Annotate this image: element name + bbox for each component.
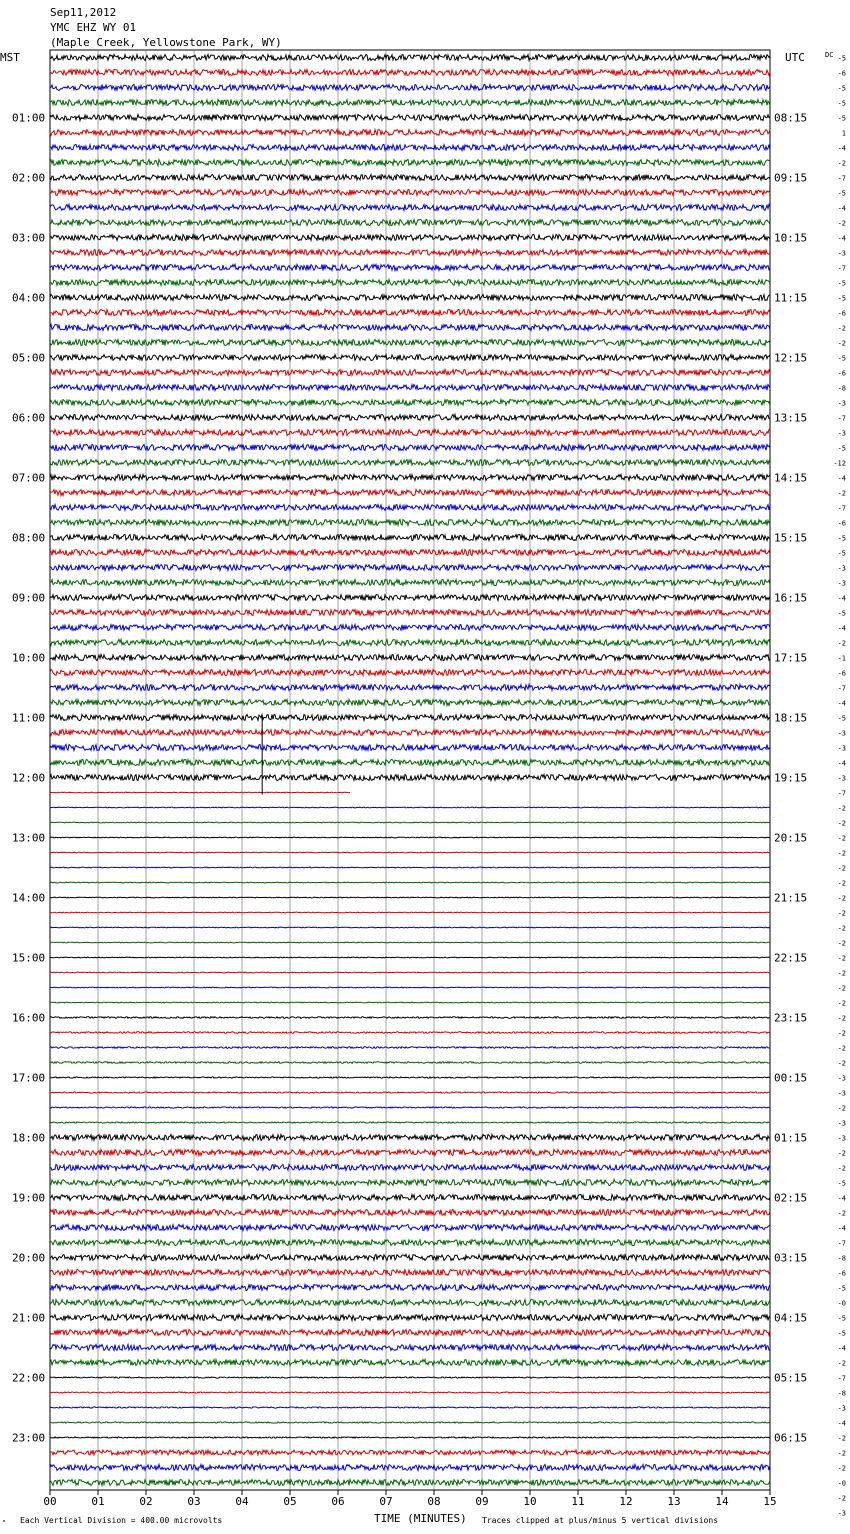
trace-row — [50, 1122, 770, 1123]
dc-offset-label: -6 — [837, 669, 846, 678]
dc-offset-label: -3 — [837, 429, 846, 438]
dc-offset-label: -8 — [837, 384, 846, 393]
trace-row — [50, 852, 770, 853]
trace-row — [50, 265, 770, 271]
right-axis-label: UTC — [785, 51, 805, 64]
dc-offset-label: -2 — [837, 1044, 846, 1053]
trace-group — [50, 55, 770, 1486]
trace-row — [50, 325, 770, 331]
dc-offset-label: -6 — [837, 1269, 846, 1278]
left-hour-label: 05:00 — [12, 351, 46, 365]
trace-row — [50, 115, 770, 121]
trace-row — [50, 55, 770, 61]
dc-offset-label: -5 — [837, 189, 846, 198]
trace-row — [50, 1315, 770, 1321]
left-hour-label: 18:00 — [12, 1131, 46, 1145]
dc-offset-label: -7 — [837, 414, 846, 423]
right-hour-label: 04:15 — [774, 1311, 808, 1325]
dc-offset-label: -2 — [837, 1104, 846, 1113]
left-hour-label: 12:00 — [12, 771, 46, 785]
right-hour-label: 10:15 — [774, 231, 808, 245]
left-hour-label: 08:00 — [12, 531, 46, 545]
trace-row — [50, 1407, 770, 1408]
trace-row — [50, 1392, 770, 1393]
trace-row — [50, 912, 770, 913]
dc-offset-label: -5 — [837, 609, 846, 618]
x-tick-label: 10 — [523, 1495, 537, 1508]
x-axis — [43, 1490, 776, 1508]
dc-offset-label: -2 — [837, 969, 846, 978]
left-hour-label: 02:00 — [12, 171, 46, 185]
trace-row — [50, 385, 770, 391]
trace-row — [50, 1345, 770, 1351]
dc-offset-label: -2 — [837, 1014, 846, 1023]
left-hour-label: 06:00 — [12, 411, 46, 425]
trace-row — [50, 1225, 770, 1231]
x-tick-label: 12 — [619, 1495, 633, 1508]
x-tick-label: 02 — [139, 1495, 153, 1508]
dc-label: DC — [825, 51, 834, 59]
left-hour-label: 01:00 — [12, 111, 46, 125]
dc-offset-label: -0 — [837, 1479, 846, 1488]
dc-offset-label: -2 — [837, 1494, 846, 1503]
dc-offset-label: -5 — [837, 54, 846, 63]
dc-offset-label: -3 — [837, 1404, 846, 1413]
dc-offset-label: -2 — [837, 819, 846, 828]
dc-offset-label: -2 — [837, 1029, 846, 1038]
x-tick-label: 09 — [475, 1495, 489, 1508]
trace-row — [50, 1150, 770, 1156]
trace-row — [50, 190, 770, 196]
trace-row — [50, 595, 770, 601]
trace-row — [50, 250, 770, 256]
dc-offset-label: -2 — [837, 219, 846, 228]
right-hour-label: 14:15 — [774, 471, 808, 485]
left-hour-label: 20:00 — [12, 1251, 46, 1265]
dc-offset-label: -3 — [837, 729, 846, 738]
dc-offset-label: -2 — [837, 999, 846, 1008]
x-tick-label: 13 — [667, 1495, 681, 1508]
trace-row — [50, 987, 770, 988]
dc-offset-label: -6 — [837, 519, 846, 528]
dc-offset-label: -5 — [837, 84, 846, 93]
x-tick-label: 07 — [379, 1495, 393, 1508]
left-hour-label: 14:00 — [12, 891, 46, 905]
trace-row — [50, 1255, 770, 1261]
left-hour-label: 17:00 — [12, 1071, 46, 1085]
trace-row — [50, 1135, 770, 1141]
trace-row — [50, 295, 770, 301]
trace-row — [50, 1300, 770, 1306]
dc-offset-label: -5 — [837, 534, 846, 543]
footer-scale-note: Each Vertical Division = 400.00 microvolts — [20, 1516, 223, 1525]
right-hour-label: 09:15 — [774, 171, 808, 185]
trace-row — [50, 130, 770, 136]
right-hour-label: 23:15 — [774, 1011, 808, 1025]
trace-row — [50, 85, 770, 91]
trace-row — [50, 310, 770, 316]
dc-offset-label: -12 — [833, 459, 846, 468]
dc-offset-label: -7 — [837, 1239, 846, 1248]
trace-row — [50, 220, 770, 226]
dc-offset-label: -5 — [837, 1314, 846, 1323]
trace-row — [50, 535, 770, 541]
dc-offset-label: -7 — [837, 1374, 846, 1383]
dc-offset-label: -2 — [837, 159, 846, 168]
dc-offset-label: -4 — [837, 474, 846, 483]
dc-offset-label: -2 — [837, 864, 846, 873]
left-hour-label: 16:00 — [12, 1011, 46, 1025]
trace-row — [50, 160, 770, 166]
dc-offset-label: -2 — [837, 924, 846, 933]
left-hour-labels — [12, 112, 45, 1445]
trace-row — [50, 1062, 770, 1064]
trace-row — [50, 1002, 770, 1003]
trace-row — [50, 1377, 770, 1378]
x-tick-label: 08 — [427, 1495, 441, 1508]
dc-offset-label: -4 — [837, 1344, 846, 1353]
right-hour-label: 18:15 — [774, 711, 808, 725]
dc-offset-label: -7 — [837, 264, 846, 273]
trace-row — [50, 1092, 770, 1093]
trace-row — [50, 670, 770, 676]
dc-offset-label: -2 — [837, 879, 846, 888]
dc-offset-label: -3 — [837, 1509, 846, 1518]
trace-row — [50, 897, 770, 898]
dc-offset-label: -2 — [837, 1059, 846, 1068]
trace-row — [50, 370, 770, 376]
right-hour-label: 16:15 — [774, 591, 808, 605]
right-hour-label: 11:15 — [774, 291, 808, 305]
dc-offset-label: -2 — [837, 909, 846, 918]
right-hour-label: 06:15 — [774, 1431, 808, 1445]
trace-row — [50, 475, 770, 481]
dc-offset-label: -3 — [837, 1089, 846, 1098]
trace-row — [50, 760, 770, 766]
left-hour-label: 23:00 — [12, 1431, 46, 1445]
trace-row — [50, 235, 770, 241]
trace-row — [50, 1047, 770, 1049]
left-hour-label: 03:00 — [12, 231, 46, 245]
dc-offset-label: -7 — [837, 504, 846, 513]
trace-row — [50, 1285, 770, 1291]
trace-row — [50, 867, 770, 868]
dc-offset-label: -5 — [837, 99, 846, 108]
right-hour-label: 08:15 — [774, 111, 808, 125]
dc-offset-label: -4 — [837, 594, 846, 603]
dc-offset-label: -3 — [837, 744, 846, 753]
trace-row — [50, 957, 770, 958]
trace-row — [50, 700, 770, 706]
trace-row — [50, 745, 770, 751]
trace-row — [50, 655, 770, 661]
x-tick-label: 04 — [235, 1495, 249, 1508]
header-location: (Maple Creek, Yellowstone Park, WY) — [50, 36, 282, 49]
right-hour-label: 12:15 — [774, 351, 808, 365]
left-hour-label: 21:00 — [12, 1311, 46, 1325]
trace-row — [50, 1330, 770, 1336]
dc-offset-label: -4 — [837, 759, 846, 768]
right-hour-label: 19:15 — [774, 771, 808, 785]
dc-offset-label: -2 — [837, 1464, 846, 1473]
trace-row — [50, 415, 770, 421]
right-hour-label: 17:15 — [774, 651, 808, 665]
trace-row — [50, 70, 770, 76]
left-hour-label: 13:00 — [12, 831, 46, 845]
trace-row — [50, 1107, 770, 1108]
dc-offset-label: -4 — [837, 699, 846, 708]
header-date: Sep11,2012 — [50, 6, 117, 19]
trace-row — [50, 1450, 770, 1455]
dc-offset-labels — [833, 55, 846, 1518]
dc-offset-label: -2 — [837, 894, 846, 903]
footer-mark: " — [2, 1519, 7, 1527]
dc-offset-label: -7 — [837, 174, 846, 183]
right-hour-label: 00:15 — [774, 1071, 808, 1085]
trace-row — [50, 1165, 770, 1171]
dc-offset-label: -7 — [837, 684, 846, 693]
trace-row — [50, 580, 770, 586]
trace-row — [50, 1465, 770, 1471]
trace-row — [50, 550, 770, 556]
dc-offset-label: -3 — [837, 774, 846, 783]
trace-row — [50, 1032, 770, 1034]
dc-offset-label: -2 — [837, 984, 846, 993]
dc-offset-label: -4 — [837, 1224, 846, 1233]
dc-offset-label: -5 — [837, 354, 846, 363]
dc-offset-label: -1 — [837, 654, 846, 663]
dc-offset-label: -5 — [837, 1329, 846, 1338]
trace-row — [50, 1360, 770, 1366]
dc-offset-label: -3 — [837, 399, 846, 408]
trace-row — [50, 685, 770, 691]
left-axis-label: MST — [0, 51, 20, 64]
dc-offset-label: -4 — [837, 144, 846, 153]
trace-row — [50, 565, 770, 571]
right-hour-label: 02:15 — [774, 1191, 808, 1205]
trace-row — [50, 1240, 770, 1246]
x-tick-label: 00 — [43, 1495, 57, 1508]
dc-offset-label: -2 — [837, 1149, 846, 1158]
left-hour-label: 22:00 — [12, 1371, 46, 1385]
trace-row — [50, 715, 770, 721]
dc-offset-label: -5 — [837, 444, 846, 453]
x-tick-label: 11 — [571, 1495, 585, 1508]
trace-row — [50, 1437, 770, 1438]
dc-offset-label: -0 — [837, 1299, 846, 1308]
dc-offset-label: -8 — [837, 1254, 846, 1263]
trace-row — [50, 445, 770, 451]
dc-offset-label: -3 — [837, 249, 846, 258]
left-hour-label: 15:00 — [12, 951, 46, 965]
trace-row — [50, 640, 770, 646]
dc-offset-label: -2 — [837, 1434, 846, 1443]
left-hour-label: 19:00 — [12, 1191, 46, 1205]
trace-row — [50, 822, 770, 823]
trace-row — [50, 355, 770, 361]
right-hour-label: 15:15 — [774, 531, 808, 545]
dc-offset-label: -4 — [837, 1419, 846, 1428]
dc-offset-label: -2 — [837, 954, 846, 963]
trace-row — [50, 730, 770, 736]
dc-offset-label: -2 — [837, 834, 846, 843]
dc-offset-label: -5 — [837, 294, 846, 303]
dc-offset-label: -3 — [837, 1074, 846, 1083]
trace-row — [50, 1077, 770, 1078]
dc-offset-label: -2 — [837, 804, 846, 813]
dc-offset-label: -2 — [837, 324, 846, 333]
trace-row — [50, 460, 770, 466]
dc-offset-label: 1 — [841, 129, 846, 138]
trace-row — [50, 792, 350, 793]
dc-offset-label: -6 — [837, 369, 846, 378]
dc-offset-label: -2 — [837, 339, 846, 348]
right-hour-labels — [774, 112, 807, 1445]
dc-offset-label: -3 — [837, 1134, 846, 1143]
trace-row — [50, 927, 770, 928]
dc-offset-label: -5 — [837, 1179, 846, 1188]
right-hour-label: 22:15 — [774, 951, 808, 965]
trace-row — [50, 972, 770, 973]
trace-row — [50, 807, 770, 808]
right-hour-label: 01:15 — [774, 1131, 808, 1145]
trace-row — [50, 205, 770, 211]
x-tick-label: 05 — [283, 1495, 297, 1508]
trace-row — [50, 1180, 770, 1186]
trace-row — [50, 520, 770, 526]
trace-row — [50, 1422, 770, 1423]
dc-offset-label: -6 — [837, 69, 846, 78]
dc-offset-label: -4 — [837, 204, 846, 213]
trace-row — [50, 340, 770, 346]
trace-row — [50, 1017, 770, 1019]
x-axis-title: TIME (MINUTES) — [374, 1512, 467, 1525]
trace-row — [50, 1480, 770, 1486]
dc-offset-label: -2 — [837, 849, 846, 858]
left-hour-label: 11:00 — [12, 711, 46, 725]
dc-offset-label: -5 — [837, 714, 846, 723]
dc-offset-label: -4 — [837, 1194, 846, 1203]
footer-clip-note: Traces clipped at plus/minus 5 vertical divisions — [482, 1516, 719, 1525]
x-tick-label: 06 — [331, 1495, 345, 1508]
dc-offset-label: -2 — [837, 489, 846, 498]
trace-row — [50, 505, 770, 511]
trace-row — [50, 280, 770, 286]
x-tick-label: 15 — [763, 1495, 777, 1508]
dc-offset-label: -2 — [837, 939, 846, 948]
dc-offset-label: -2 — [837, 1209, 846, 1218]
dc-offset-label: -3 — [837, 564, 846, 573]
trace-row — [50, 837, 770, 838]
trace-row — [50, 175, 770, 181]
trace-row — [50, 625, 770, 631]
right-hour-label: 21:15 — [774, 891, 808, 905]
left-hour-label: 07:00 — [12, 471, 46, 485]
right-hour-label: 20:15 — [774, 831, 808, 845]
trace-row — [50, 145, 770, 151]
dc-offset-label: -2 — [837, 1164, 846, 1173]
dc-offset-label: -3 — [837, 1119, 846, 1128]
dc-offset-label: -8 — [837, 1389, 846, 1398]
dc-offset-label: -4 — [837, 234, 846, 243]
dc-offset-label: -3 — [837, 579, 846, 588]
trace-row — [50, 490, 770, 496]
dc-offset-label: -5 — [837, 279, 846, 288]
dc-offset-label: -7 — [837, 789, 846, 798]
right-hour-label: 03:15 — [774, 1251, 808, 1265]
dc-offset-label: -5 — [837, 549, 846, 558]
dc-offset-label: -2 — [837, 639, 846, 648]
trace-row — [50, 1210, 770, 1216]
trace-row — [50, 430, 770, 436]
dc-offset-label: -2 — [837, 1359, 846, 1368]
trace-row — [50, 1270, 770, 1276]
right-hour-label: 13:15 — [774, 411, 808, 425]
trace-row — [50, 882, 770, 883]
trace-row — [50, 100, 770, 106]
dc-offset-label: -6 — [837, 309, 846, 318]
left-hour-label: 09:00 — [12, 591, 46, 605]
x-tick-label: 03 — [187, 1495, 201, 1508]
left-hour-label: 10:00 — [12, 651, 46, 665]
x-tick-label: 14 — [715, 1495, 729, 1508]
dc-offset-label: -5 — [837, 1284, 846, 1293]
x-tick-label: 01 — [91, 1495, 105, 1508]
trace-row — [50, 400, 770, 406]
dc-offset-label: -5 — [837, 114, 846, 123]
trace-row — [50, 1195, 770, 1201]
dc-offset-label: -4 — [837, 624, 846, 633]
trace-row — [50, 942, 770, 943]
dc-offset-label: -2 — [837, 1449, 846, 1458]
left-hour-label: 04:00 — [12, 291, 46, 305]
trace-row — [50, 610, 770, 616]
header-station: YMC EHZ WY 01 — [50, 21, 137, 34]
trace-row — [50, 775, 770, 781]
right-hour-label: 05:15 — [774, 1371, 808, 1385]
